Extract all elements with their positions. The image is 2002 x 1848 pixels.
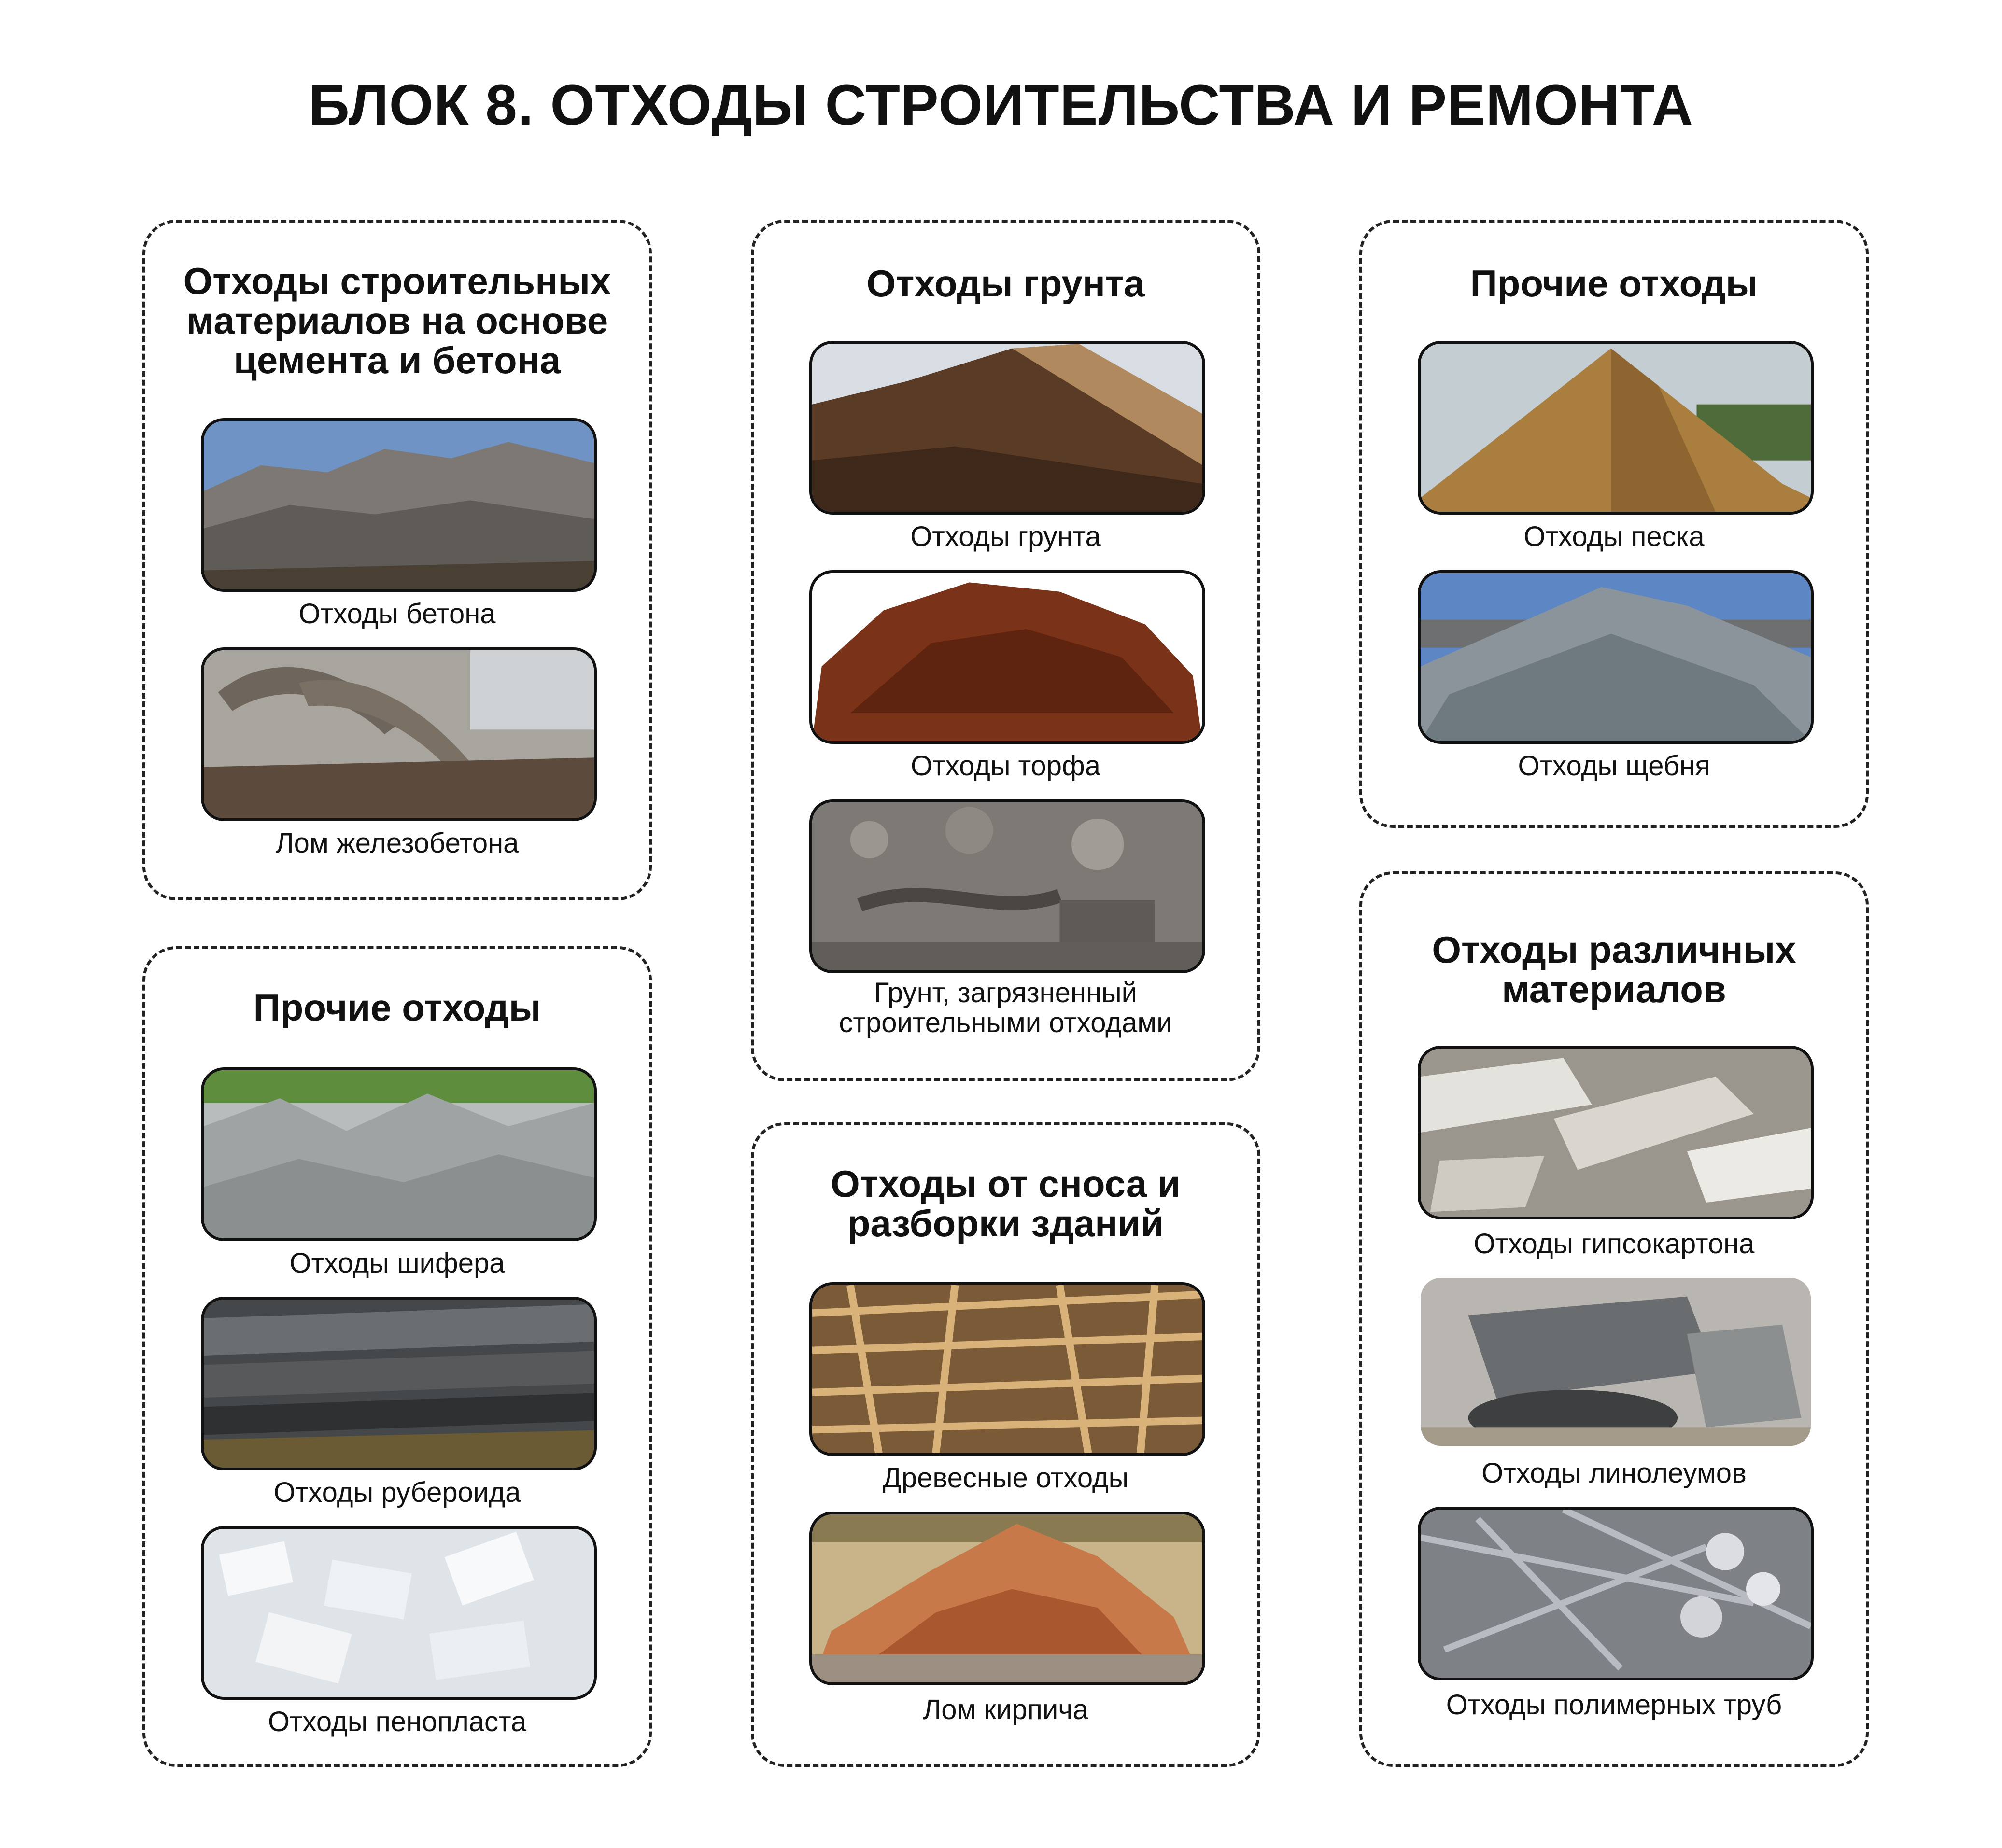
card-title: Прочие отходы [1470, 262, 1758, 305]
item-caption: Отходы грунта [910, 521, 1101, 552]
item-caption: Грунт, загрязненный строительными отходами [839, 977, 1172, 1038]
item-caption: Отходы линолеумов [1481, 1457, 1747, 1489]
polystyrene-foam-waste-photo [201, 1526, 597, 1700]
item-caption: Отходы торфа [910, 750, 1101, 782]
item-caption: Отходы щебня [1518, 750, 1710, 782]
item-caption: Отходы полимерных труб [1446, 1689, 1782, 1721]
wood-waste-photo [809, 1282, 1205, 1456]
item-caption: Лом кирпича [923, 1694, 1088, 1725]
crushed-stone-waste-photo [1418, 570, 1814, 744]
item-caption: Отходы рубероида [273, 1477, 521, 1508]
category-card-cement-concrete [142, 220, 652, 900]
page-title: БЛОК 8. ОТХОДЫ СТРОИТЕЛЬСТВА И РЕМОНТА [309, 73, 1693, 137]
sand-waste-photo [1418, 341, 1814, 515]
item-caption: Отходы пенопласта [268, 1706, 527, 1737]
peat-waste-photo [809, 570, 1205, 744]
card-title: Отходы строительных материалов на основе цемента и бетона [183, 260, 611, 381]
slate-waste-photo [201, 1067, 597, 1241]
card-title: Отходы от сноса и разборки зданий [831, 1162, 1181, 1245]
item-caption: Отходы песка [1523, 521, 1705, 552]
item-caption: Отходы шифера [289, 1247, 505, 1279]
concrete-waste-photo [201, 418, 597, 592]
reinforced-concrete-scrap-photo [201, 647, 597, 821]
linoleum-waste-photo [1418, 1275, 1814, 1449]
card-title: Отходы грунта [866, 262, 1145, 305]
item-caption: Отходы бетона [298, 598, 496, 630]
brick-scrap-photo [809, 1512, 1205, 1685]
card-title: Отходы различных материалов [1432, 928, 1796, 1010]
soil-waste-photo [809, 341, 1205, 515]
polymer-pipe-waste-photo [1418, 1507, 1814, 1680]
category-card-other-2 [1359, 220, 1869, 828]
category-card-soil [751, 220, 1260, 1081]
item-caption: Отходы гипсокартона [1473, 1228, 1755, 1260]
card-title: Прочие отходы [253, 986, 541, 1029]
contaminated-soil-photo [809, 799, 1205, 973]
category-card-demolition [751, 1122, 1260, 1767]
category-card-other-1 [142, 946, 652, 1767]
item-caption: Лом железобетона [275, 827, 519, 859]
drywall-waste-photo [1418, 1046, 1814, 1219]
item-caption: Древесные отходы [882, 1462, 1129, 1494]
category-card-materials [1359, 871, 1869, 1767]
roofing-felt-waste-photo [201, 1297, 597, 1470]
